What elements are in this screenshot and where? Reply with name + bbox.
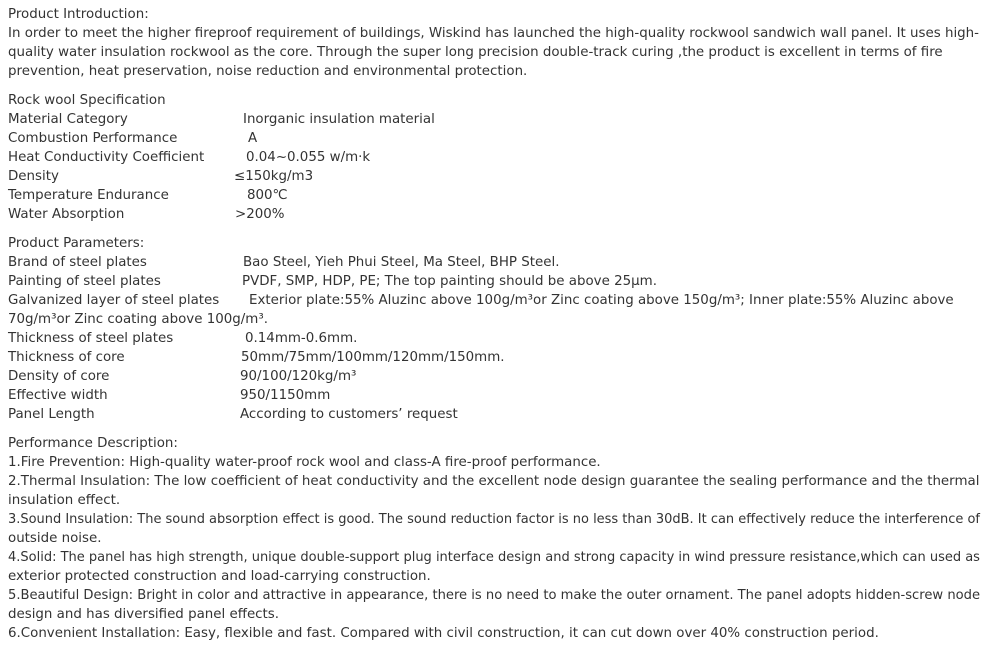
performance-item: 4.Solid: The panel has high strength, unique double-support plug interface design and strong capacity in wind pressure resistance,which can used as (8, 550, 980, 565)
param-value-continuation: 70g/m³or Zinc coating above 100g/m³. (8, 312, 268, 327)
param-value: 90/100/120kg/m³ (240, 369, 357, 384)
spec-label: Water Absorption (8, 207, 125, 222)
param-value: 50mm/75mm/100mm/120mm/150mm. (241, 350, 505, 365)
param-label: Panel Length (8, 407, 95, 422)
param-label: Galvanized layer of steel plates (8, 293, 220, 308)
performance-item: 5.Beautiful Design: Bright in color and attractive in appearance, there is no need to make the outer ornament. The panel adopts hidden-screw node (8, 588, 981, 603)
spec-value: ≤150kg/m3 (234, 169, 314, 184)
param-label: Thickness of steel plates (8, 331, 174, 346)
performance-item-continuation: design and has diversified panel effects. (8, 607, 280, 622)
performance-item: 2.Thermal Insulation: The low coefficient of heat conductivity and the excellent node design guarantee the sealing performance and the thermal (8, 474, 980, 489)
param-value: According to customers’ request (240, 407, 458, 422)
performance-item: 1.Fire Prevention: High-quality water-proof rock wool and class-A fire-proof performance. (8, 455, 601, 470)
spec-value: A (248, 131, 258, 146)
params-heading: Product Parameters: (8, 236, 145, 251)
spec-value: >200% (235, 207, 285, 222)
performance-item: 6.Convenient Installation: Easy, flexible and fast. Compared with civil construction, it can cut down over 40% construction period. (8, 626, 879, 641)
performance-item-continuation: insulation effect. (8, 493, 121, 508)
spec-label: Density (8, 169, 59, 184)
param-label: Painting of steel plates (8, 274, 161, 289)
performance-item-continuation: exterior protected construction and load-carrying construction. (8, 569, 431, 584)
spec-label: Heat Conductivity Coefficient (8, 150, 205, 165)
performance-item: 3.Sound Insulation: The sound absorption effect is good. The sound reduction factor is no less than 30dB. It can effectively reduce the interference of (8, 512, 981, 527)
param-value: Exterior plate:55% Aluzinc above 100g/m³or Zinc coating above 150g/m³; Inner plate:55% Aluzinc above (249, 293, 954, 308)
param-label: Density of core (8, 369, 110, 384)
param-label: Thickness of core (8, 350, 125, 365)
spec-value: 800℃ (247, 188, 288, 203)
spec-value: Inorganic insulation material (243, 112, 435, 127)
spec-label: Temperature Endurance (8, 188, 169, 203)
performance-item-continuation: outside noise. (8, 531, 102, 546)
spec-label: Combustion Performance (8, 131, 178, 146)
spec-label: Material Category (8, 112, 128, 127)
param-value: PVDF, SMP, HDP, PE; The top painting should be above 25μm. (242, 274, 657, 289)
spec-value: 0.04~0.055 w/m·k (246, 150, 371, 165)
param-value: 0.14mm-0.6mm. (245, 331, 358, 346)
param-label: Effective width (8, 388, 108, 403)
spec-heading: Rock wool Specification (8, 93, 166, 108)
intro-line: prevention, heat preservation, noise reduction and environmental protection. (8, 64, 528, 79)
param-value: Bao Steel, Yieh Phui Steel, Ma Steel, BHP Steel. (243, 255, 560, 270)
param-label: Brand of steel plates (8, 255, 147, 270)
intro-line: In order to meet the higher fireproof requirement of buildings, Wiskind has launched the high-quality rockwool sandwich wall panel. It uses high- (8, 26, 979, 41)
intro-heading: Product Introduction: (8, 7, 149, 22)
intro-line: quality water insulation rockwool as the core. Through the super long precision double-track curing ,the product is excellent in terms of fire (8, 45, 943, 60)
param-value: 950/1150mm (240, 388, 331, 403)
performance-heading: Performance Description: (8, 436, 178, 451)
